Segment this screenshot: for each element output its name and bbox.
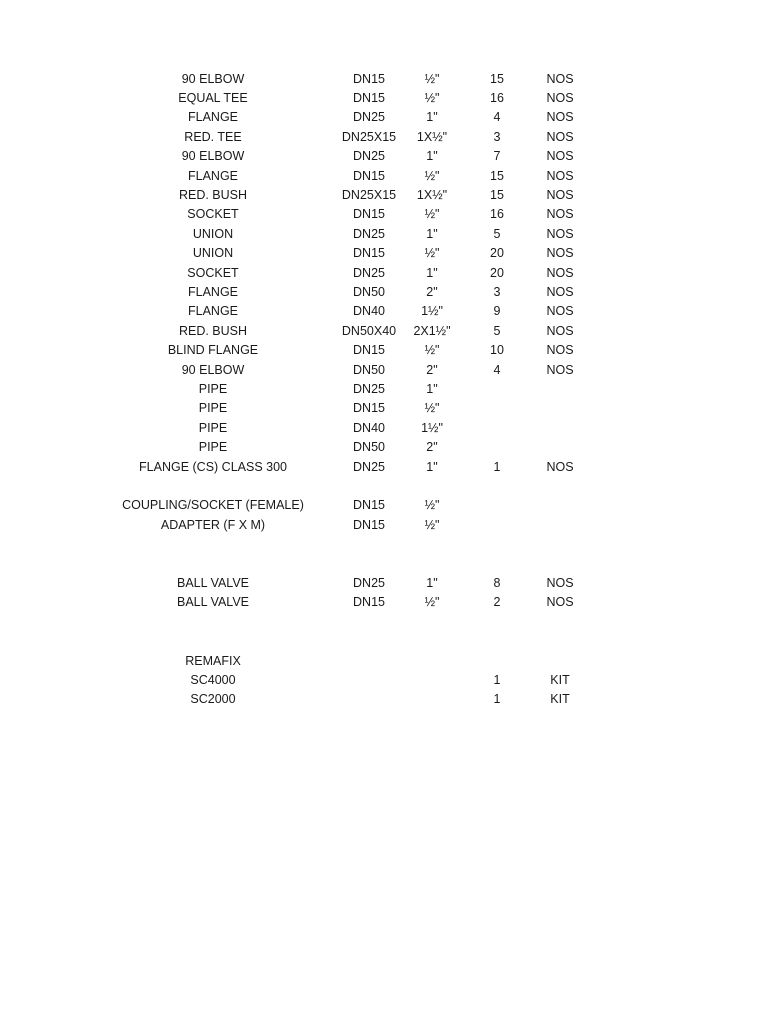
- item-description: BALL VALVE: [176, 575, 250, 590]
- table-row: [0, 671, 768, 690]
- quantity: 15: [490, 71, 504, 86]
- quantity: 4: [493, 362, 501, 377]
- size-inches: 1": [426, 149, 438, 164]
- quantity: 9: [493, 304, 501, 319]
- nominal-size: DN25: [353, 265, 385, 280]
- size-inches: 1": [426, 110, 438, 125]
- table-row: [0, 632, 768, 651]
- size-inches: ½": [424, 517, 440, 532]
- table-row: [0, 283, 768, 302]
- table-row: [0, 438, 768, 457]
- unit: NOS: [546, 459, 574, 474]
- size-inches: ½": [424, 90, 440, 105]
- quantity: 5: [493, 323, 501, 338]
- item-description: FLANGE (CS) CLASS 300: [139, 459, 287, 474]
- unit: NOS: [546, 304, 574, 319]
- nominal-size: DN50X40: [341, 323, 397, 338]
- quantity: 3: [493, 284, 501, 299]
- table-row: [0, 167, 768, 186]
- item-description: REMAFIX: [185, 653, 241, 668]
- item-description: FLANGE: [187, 284, 239, 299]
- nominal-size: DN25: [353, 459, 385, 474]
- size-inches: ½": [424, 595, 440, 610]
- unit: NOS: [546, 284, 574, 299]
- item-description: 90 ELBOW: [181, 149, 245, 164]
- table-row: [0, 225, 768, 244]
- item-description: PIPE: [198, 440, 228, 455]
- quantity: 20: [490, 265, 504, 280]
- unit: NOS: [546, 149, 574, 164]
- nominal-size: DN25: [353, 575, 385, 590]
- size-inches: ½": [424, 207, 440, 222]
- quantity: 16: [490, 90, 504, 105]
- unit: NOS: [546, 575, 574, 590]
- table-row: [0, 419, 768, 438]
- item-description: SC2000: [190, 692, 236, 707]
- unit: NOS: [546, 71, 574, 86]
- size-inches: 1": [426, 226, 438, 241]
- unit: NOS: [546, 129, 574, 144]
- item-description: BLIND FLANGE: [167, 343, 259, 358]
- nominal-size: DN50: [353, 440, 385, 455]
- nominal-size: DN15: [353, 71, 385, 86]
- quantity: 3: [493, 129, 501, 144]
- table-row: [0, 399, 768, 418]
- size-inches: ½": [424, 401, 440, 416]
- quantity: 2: [493, 595, 501, 610]
- table-row: [0, 322, 768, 341]
- quantity: 15: [490, 168, 504, 183]
- item-description: FLANGE: [187, 304, 239, 319]
- table-row: [0, 593, 768, 612]
- table-row: [0, 458, 768, 477]
- unit: NOS: [546, 362, 574, 377]
- nominal-size: DN15: [353, 168, 385, 183]
- table-row: [0, 380, 768, 399]
- size-inches: 1X½": [416, 129, 448, 144]
- size-inches: 1": [426, 459, 438, 474]
- nominal-size: DN25: [353, 110, 385, 125]
- item-description: BALL VALVE: [176, 595, 250, 610]
- nominal-size: DN25X15: [341, 129, 397, 144]
- quantity: 1: [493, 692, 501, 707]
- item-description: SOCKET: [187, 207, 239, 222]
- table-row: [0, 361, 768, 380]
- quantity: 7: [493, 149, 501, 164]
- quantity: 15: [490, 187, 504, 202]
- nominal-size: DN15: [353, 517, 385, 532]
- quantity: 10: [490, 343, 504, 358]
- item-description: EQUAL TEE: [178, 90, 248, 105]
- nominal-size: DN40: [353, 420, 385, 435]
- unit: NOS: [546, 207, 574, 222]
- table-row: [0, 496, 768, 515]
- item-description: SOCKET: [187, 265, 239, 280]
- item-description: UNION: [192, 246, 234, 261]
- table-row: [0, 690, 768, 709]
- item-description: RED. BUSH: [178, 187, 248, 202]
- unit: NOS: [546, 246, 574, 261]
- table-row: [0, 477, 768, 496]
- item-description: PIPE: [198, 420, 228, 435]
- nominal-size: DN15: [353, 498, 385, 513]
- item-description: 90 ELBOW: [181, 362, 245, 377]
- table-row: [0, 89, 768, 108]
- table-row: [0, 244, 768, 263]
- nominal-size: DN25: [353, 381, 385, 396]
- table-row: [0, 516, 768, 535]
- item-description: ADAPTER (F X M): [160, 517, 266, 532]
- unit: NOS: [546, 226, 574, 241]
- item-description: FLANGE: [187, 168, 239, 183]
- size-inches: ½": [424, 498, 440, 513]
- unit: NOS: [546, 110, 574, 125]
- item-description: COUPLING/SOCKET (FEMALE): [122, 498, 304, 513]
- size-inches: 2": [426, 362, 438, 377]
- item-description: RED. TEE: [184, 129, 242, 144]
- unit: NOS: [546, 168, 574, 183]
- nominal-size: DN15: [353, 595, 385, 610]
- nominal-size: DN15: [353, 246, 385, 261]
- quantity: 4: [493, 110, 501, 125]
- nominal-size: DN15: [353, 90, 385, 105]
- unit: NOS: [546, 265, 574, 280]
- size-inches: 1": [426, 381, 438, 396]
- table-row: [0, 574, 768, 593]
- nominal-size: DN15: [353, 401, 385, 416]
- size-inches: 1½": [421, 304, 443, 319]
- unit: NOS: [546, 90, 574, 105]
- item-description: 90 ELBOW: [181, 71, 245, 86]
- nominal-size: DN25X15: [341, 187, 397, 202]
- nominal-size: DN15: [353, 207, 385, 222]
- size-inches: 1": [426, 575, 438, 590]
- table-row: [0, 302, 768, 321]
- table-row: [0, 70, 768, 89]
- item-description: UNION: [192, 226, 234, 241]
- unit: NOS: [546, 187, 574, 202]
- nominal-size: DN50: [353, 362, 385, 377]
- size-inches: ½": [424, 71, 440, 86]
- nominal-size: DN15: [353, 343, 385, 358]
- size-inches: 2": [426, 440, 438, 455]
- nominal-size: DN40: [353, 304, 385, 319]
- table-row: [0, 186, 768, 205]
- item-description: FLANGE: [187, 110, 239, 125]
- table-row: [0, 613, 768, 632]
- table-row: [0, 108, 768, 127]
- quantity: 16: [490, 207, 504, 222]
- nominal-size: DN25: [353, 149, 385, 164]
- unit: NOS: [546, 323, 574, 338]
- item-description: SC4000: [190, 672, 236, 687]
- unit: KIT: [550, 672, 570, 687]
- size-inches: ½": [424, 168, 440, 183]
- quantity: 20: [490, 246, 504, 261]
- table-row: [0, 652, 768, 671]
- nominal-size: DN25: [353, 226, 385, 241]
- size-inches: 1X½": [416, 187, 448, 202]
- quantity: 1: [493, 459, 501, 474]
- size-inches: 1": [426, 265, 438, 280]
- size-inches: 1½": [421, 420, 443, 435]
- quantity: 1: [493, 672, 501, 687]
- size-inches: ½": [424, 246, 440, 261]
- nominal-size: DN50: [353, 284, 385, 299]
- size-inches: 2X1½": [413, 323, 451, 338]
- table-row: [0, 555, 768, 574]
- item-description: PIPE: [198, 401, 228, 416]
- unit: KIT: [550, 692, 570, 707]
- table-row: [0, 205, 768, 224]
- table-row: [0, 264, 768, 283]
- unit: NOS: [546, 595, 574, 610]
- quantity: 5: [493, 226, 501, 241]
- size-inches: ½": [424, 343, 440, 358]
- table-row: [0, 535, 768, 554]
- item-description: PIPE: [198, 381, 228, 396]
- size-inches: 2": [426, 284, 438, 299]
- quantity: 8: [493, 575, 501, 590]
- table-row: [0, 147, 768, 166]
- table-row: [0, 341, 768, 360]
- table-row: [0, 128, 768, 147]
- unit: NOS: [546, 343, 574, 358]
- item-description: RED. BUSH: [178, 323, 248, 338]
